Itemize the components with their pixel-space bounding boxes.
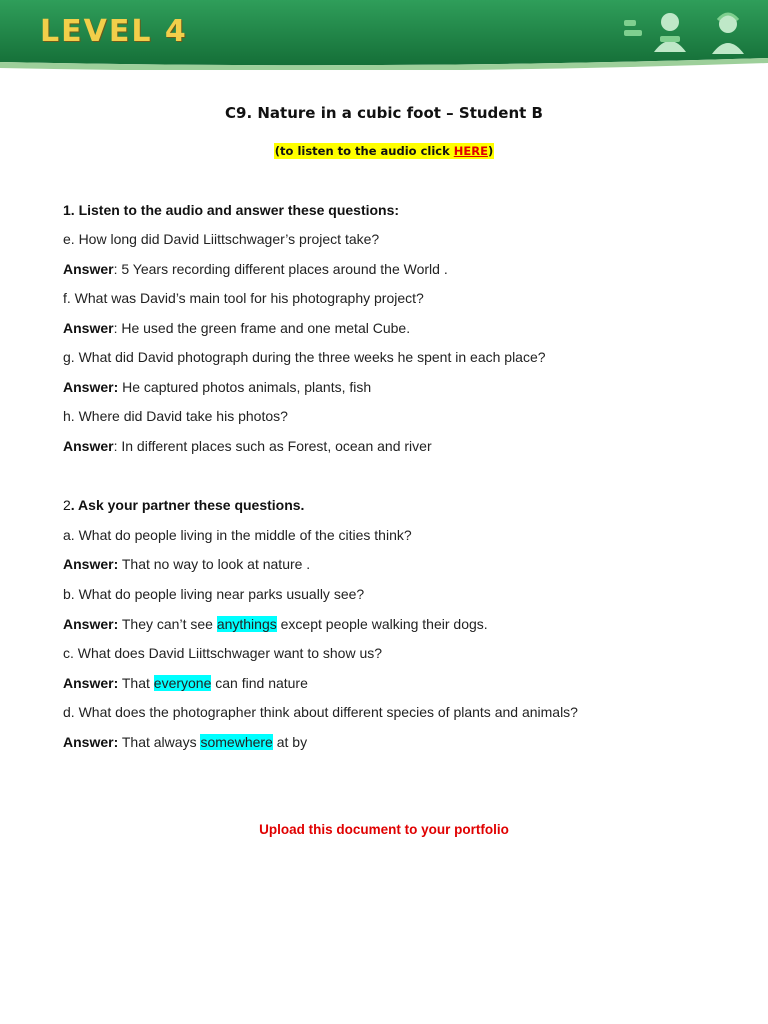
section2-heading-text: . Ask your partner these questions. bbox=[70, 497, 305, 513]
section1-heading: 1. Listen to the audio and answer these questions: bbox=[63, 202, 400, 218]
answer-label: Answer bbox=[63, 438, 114, 454]
highlighted-word: anythings bbox=[216, 616, 277, 632]
answer-text: : He used the green frame and one metal Cube. bbox=[113, 320, 411, 336]
answer-text: That no way to look at nature . bbox=[118, 556, 311, 572]
answer-label: Answer: bbox=[63, 379, 119, 395]
answer-e bbox=[63, 261, 448, 277]
answer-text-end: can find nature bbox=[211, 675, 308, 691]
level-title: LEVEL 4 bbox=[40, 14, 188, 49]
answer-a bbox=[63, 556, 310, 572]
people-chat-icon bbox=[620, 6, 760, 58]
answer-text: He captured photos animals, plants, fish bbox=[118, 379, 372, 395]
upload-instruction: Upload this document to your portfolio bbox=[259, 822, 509, 837]
answer-text: That bbox=[118, 675, 154, 691]
answer-text: That always bbox=[118, 734, 201, 750]
audio-highlight bbox=[274, 143, 494, 159]
answer-text: : 5 Years recording different places around the World . bbox=[113, 261, 448, 277]
answer-text: : In different places such as Forest, ocean and river bbox=[113, 438, 432, 454]
answer-label: Answer: bbox=[63, 616, 119, 632]
answer-b bbox=[63, 616, 488, 632]
answer-label: Answer: bbox=[63, 556, 119, 572]
audio-instruction bbox=[0, 142, 768, 160]
answer-label: Answer: bbox=[63, 734, 119, 750]
question-a: a. What do people living in the middle of the cities think? bbox=[63, 527, 412, 543]
document-title: C9. Nature in a cubic foot – Student B bbox=[225, 104, 543, 122]
question-b: b. What do people living near parks usually see? bbox=[63, 586, 365, 602]
highlighted-word: somewhere bbox=[200, 734, 273, 750]
audio-prefix: (to listen to the audio click bbox=[274, 144, 454, 158]
section2-heading bbox=[63, 497, 304, 513]
question-d: d. What does the photographer think about different species of plants and animals? bbox=[63, 704, 578, 720]
header-banner bbox=[0, 0, 768, 70]
highlighted-word: everyone bbox=[153, 675, 212, 691]
answer-text-end: except people walking their dogs. bbox=[276, 616, 488, 632]
question-g: g. What did David photograph during the three weeks he spent in each place? bbox=[63, 349, 546, 365]
section2-number: 2 bbox=[63, 497, 71, 513]
answer-f bbox=[63, 320, 410, 336]
answer-label: Answer bbox=[63, 320, 114, 336]
answer-label: Answer bbox=[63, 261, 114, 277]
audio-here-link[interactable]: HERE bbox=[453, 144, 488, 158]
question-h: h. Where did David take his photos? bbox=[63, 408, 288, 424]
answer-text-end: at by bbox=[272, 734, 308, 750]
answer-g bbox=[63, 379, 371, 395]
question-f: f. What was David’s main tool for his photography project? bbox=[63, 290, 424, 306]
audio-suffix: ) bbox=[487, 144, 494, 158]
question-c: c. What does David Liittschwager want to show us? bbox=[63, 645, 383, 661]
answer-c bbox=[63, 675, 308, 691]
answer-text: They can’t see bbox=[118, 616, 217, 632]
answer-h bbox=[63, 438, 432, 454]
answer-label: Answer: bbox=[63, 675, 119, 691]
question-e: e. How long did David Liittschwager’s project take? bbox=[63, 231, 380, 247]
answer-d bbox=[63, 734, 307, 750]
